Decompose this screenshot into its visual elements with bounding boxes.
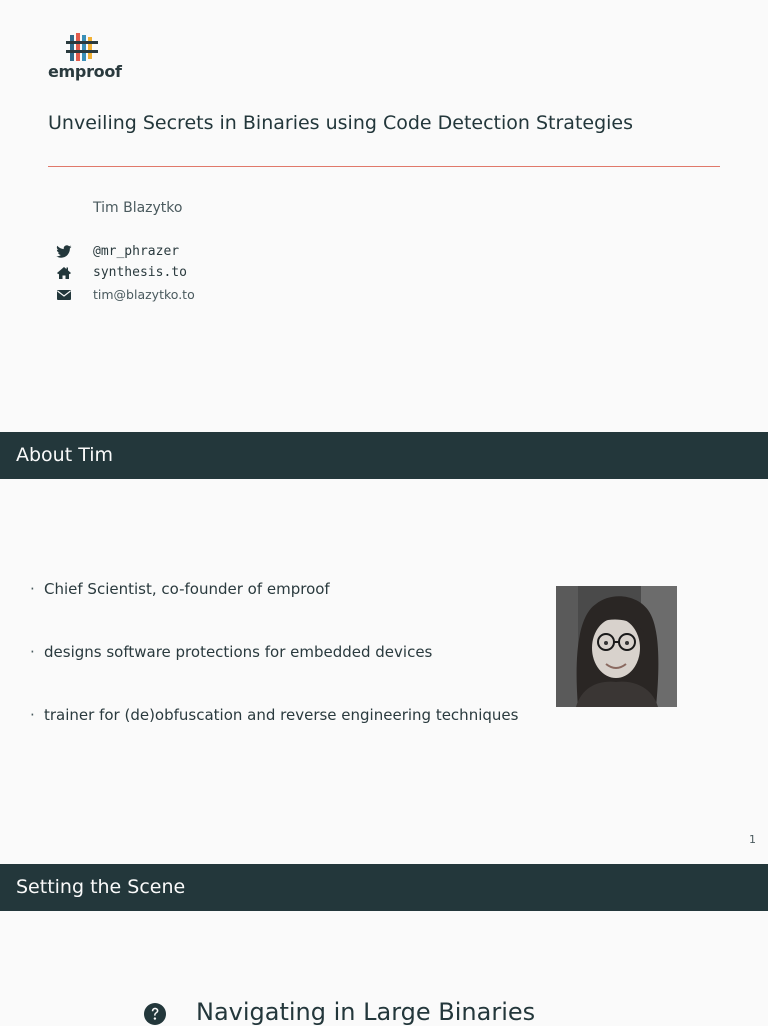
bullet-dot: · (30, 643, 35, 661)
logo-wordmark: emproof (48, 62, 122, 81)
envelope-icon (56, 288, 72, 302)
about-slide-heading: About Tim (0, 432, 768, 479)
email-address: tim@blazytko.to (93, 287, 195, 302)
bullet-dot: · (30, 580, 35, 598)
page-number: 1 (749, 833, 756, 846)
bullet-text: designs software protections for embedded devices (44, 643, 433, 661)
bullet-text: trainer for (de)obfuscation and reverse engineering techniques (44, 706, 519, 724)
contact-email[interactable] (56, 286, 356, 306)
emproof-logo (48, 33, 124, 81)
about-bullet (30, 580, 330, 598)
twitter-icon (56, 245, 72, 259)
portrait-photo (556, 586, 677, 707)
presentation-title: Unveiling Secrets in Binaries using Code Detection Strategies (48, 112, 634, 134)
logo-mark-icon (48, 33, 124, 63)
contact-website[interactable] (56, 264, 356, 284)
website-url: synthesis.to (93, 265, 187, 280)
title-divider (48, 166, 720, 167)
about-bullet (30, 706, 518, 724)
scene-slide-heading: Setting the Scene (0, 864, 768, 911)
bullet-dot: · (30, 706, 35, 724)
author-name: Tim Blazytko (93, 200, 183, 216)
home-icon (56, 266, 72, 280)
about-bullet (30, 643, 432, 661)
scene-item-text: Navigating in Large Binaries (196, 998, 536, 1026)
contact-twitter[interactable] (56, 243, 356, 263)
question-circle-icon (143, 1002, 167, 1026)
author-portrait (556, 586, 677, 707)
bullet-text: Chief Scientist, co-founder of emproof (44, 580, 330, 598)
twitter-handle: @mr_phrazer (93, 244, 180, 259)
